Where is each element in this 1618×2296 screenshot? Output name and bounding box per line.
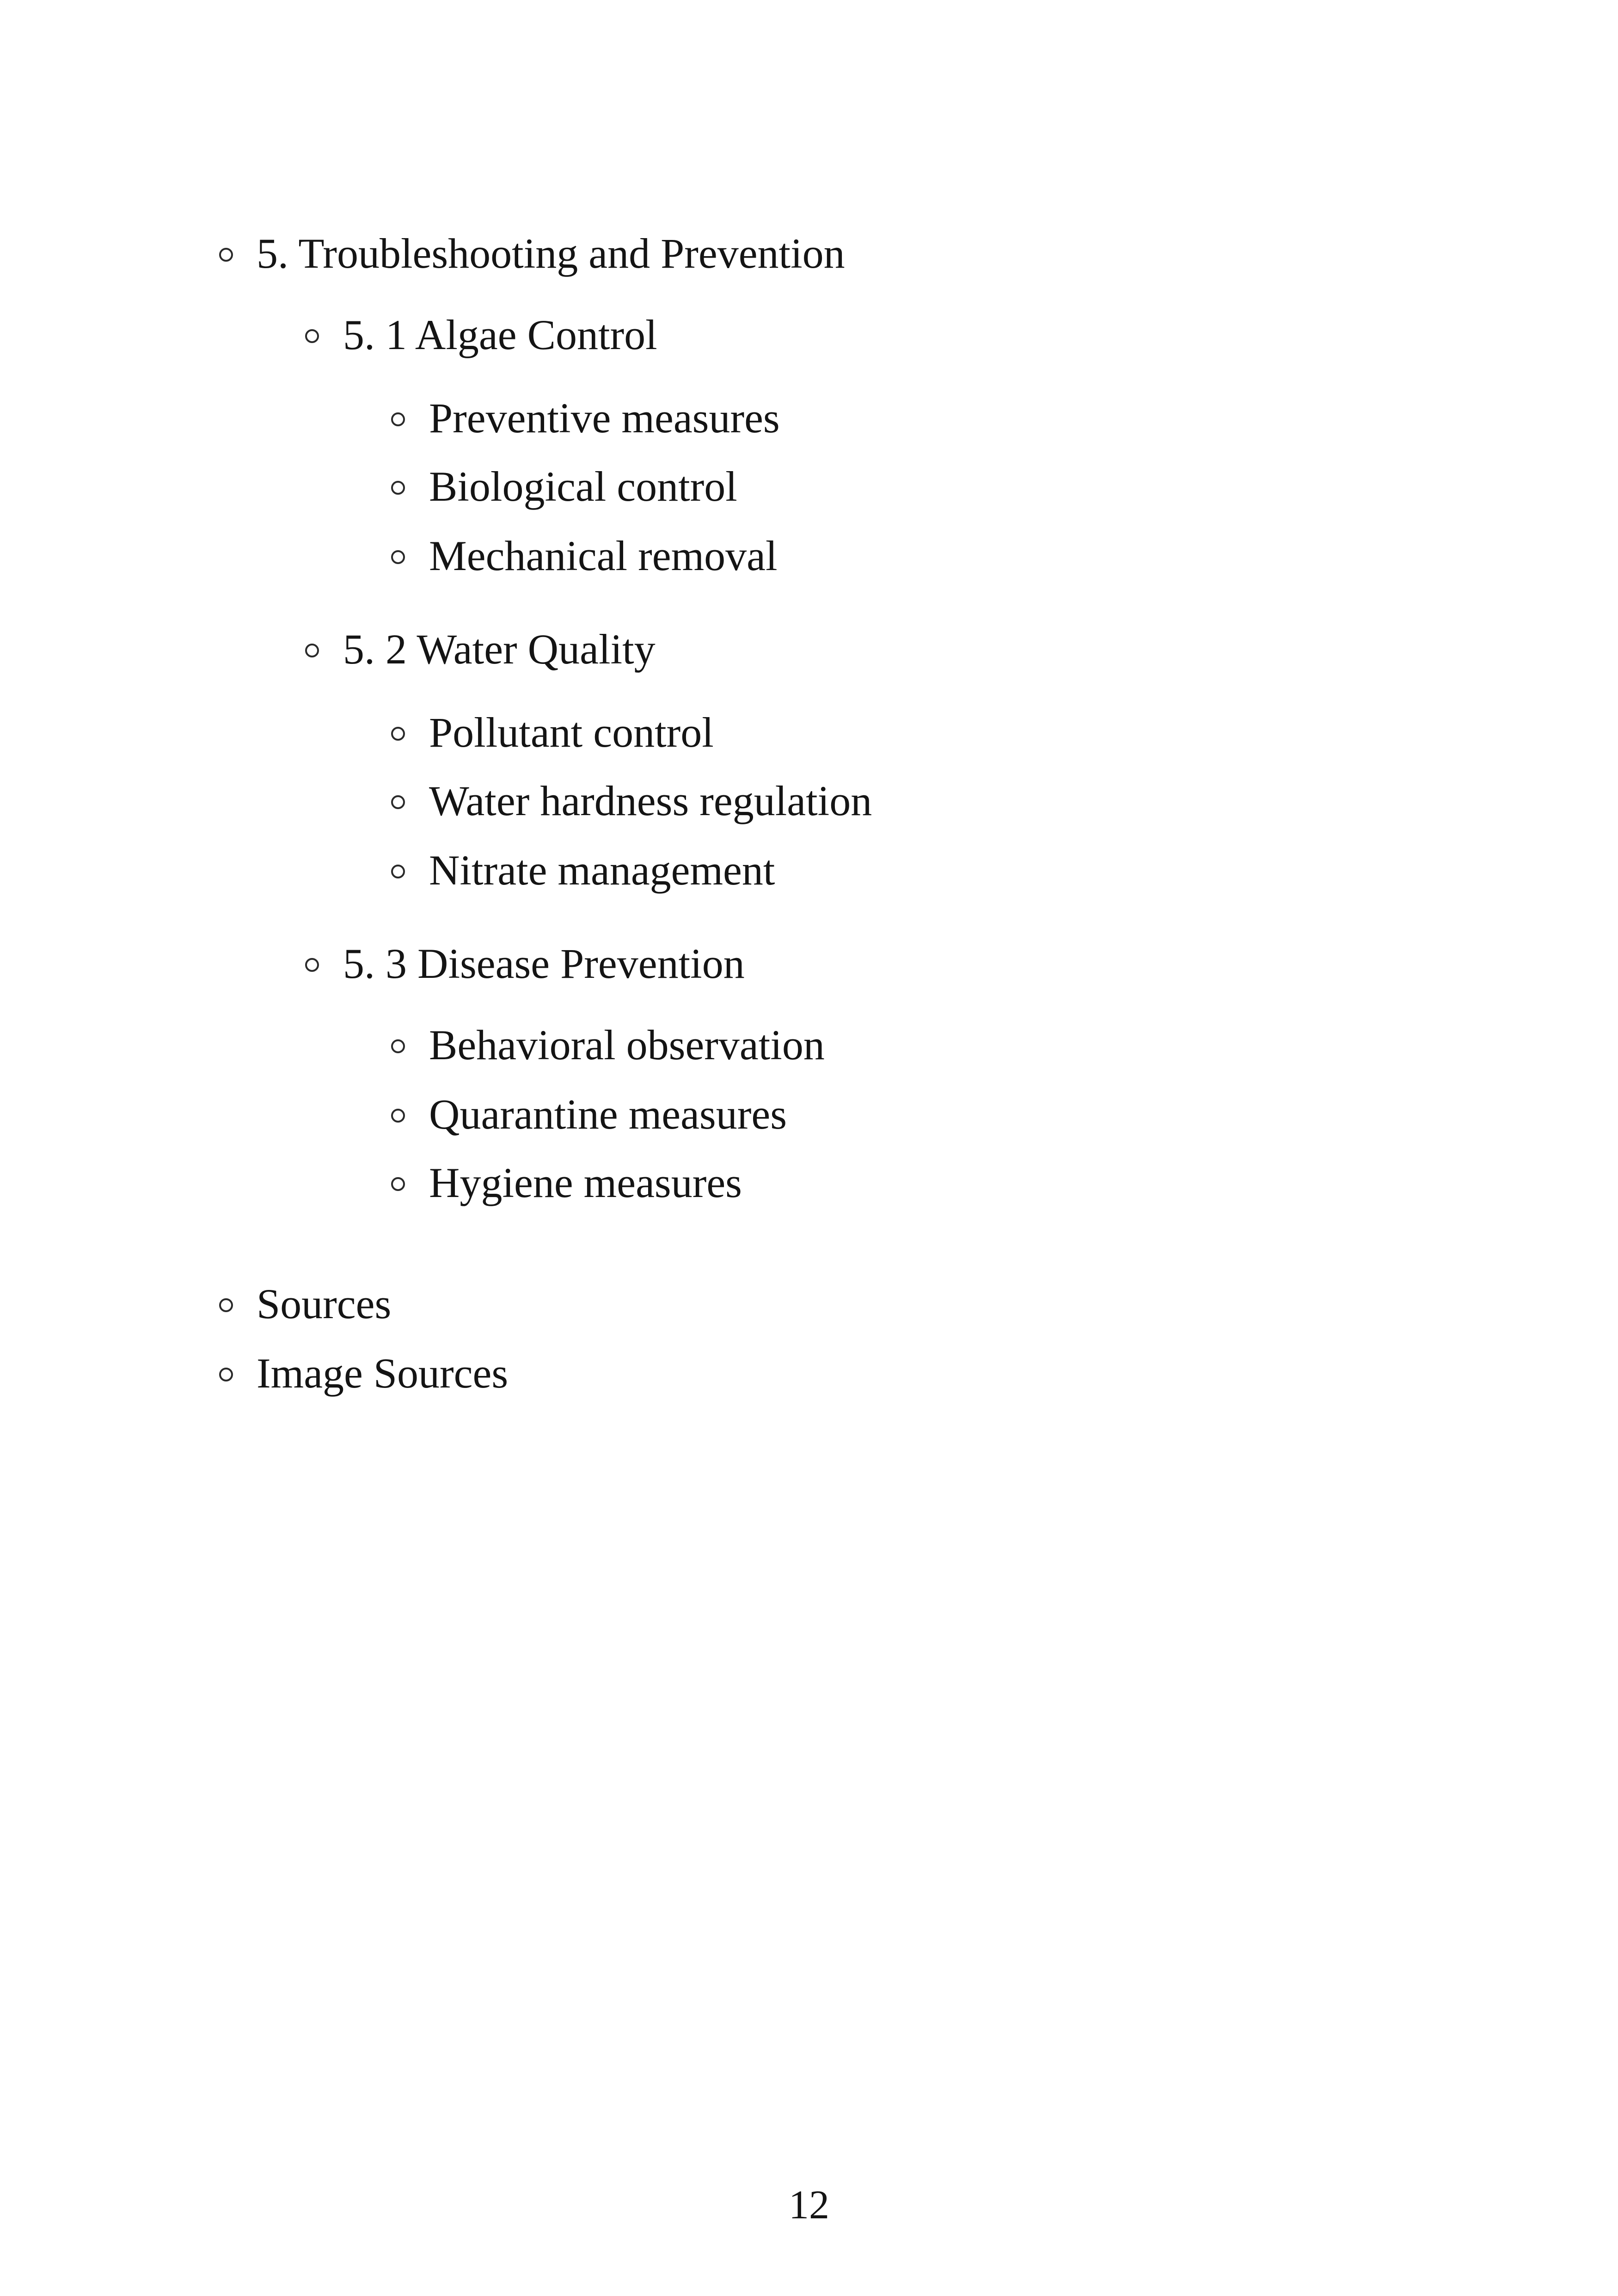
- bullet-icon: [391, 795, 405, 809]
- bullet-icon: [391, 1039, 405, 1053]
- outline-item-biological-control: Biological control: [429, 463, 737, 510]
- bullet-icon: [391, 1177, 405, 1191]
- outline-item-disease-prevention: 5. 3 Disease Prevention: [343, 940, 745, 987]
- outline-item-pollutant-control: Pollutant control: [429, 709, 714, 756]
- outline-item-water-hardness-regulation: Water hardness regulation: [429, 777, 872, 824]
- outline-item-behavioral-observation: Behavioral observation: [429, 1021, 825, 1068]
- bullet-icon: [219, 1368, 233, 1381]
- bullet-icon: [391, 550, 405, 564]
- bullet-icon: [219, 248, 233, 262]
- outline-item-mechanical-removal: Mechanical removal: [429, 532, 778, 579]
- bullet-icon: [391, 1109, 405, 1123]
- outline-item-hygiene-measures: Hygiene measures: [429, 1159, 742, 1206]
- bullet-icon: [219, 1298, 233, 1312]
- bullet-icon: [391, 412, 405, 426]
- outline-item-sources: Sources: [257, 1280, 392, 1327]
- bullet-icon: [305, 644, 319, 657]
- outline-item-image-sources: Image Sources: [257, 1350, 509, 1397]
- page-number: 12: [789, 2183, 829, 2228]
- outline-item-water-quality: 5. 2 Water Quality: [343, 626, 656, 673]
- bullet-icon: [391, 727, 405, 741]
- outline-item-troubleshooting: 5. Troubleshooting and Prevention: [257, 230, 845, 277]
- outline-item-nitrate-management: Nitrate management: [429, 847, 775, 894]
- bullet-icon: [391, 865, 405, 878]
- bullet-icon: [305, 329, 319, 343]
- bullet-icon: [305, 958, 319, 972]
- outline-item-algae-control: 5. 1 Algae Control: [343, 311, 657, 358]
- bullet-icon: [391, 481, 405, 495]
- outline-item-quarantine-measures: Quarantine measures: [429, 1091, 787, 1138]
- outline-item-preventive-measures: Preventive measures: [429, 394, 780, 442]
